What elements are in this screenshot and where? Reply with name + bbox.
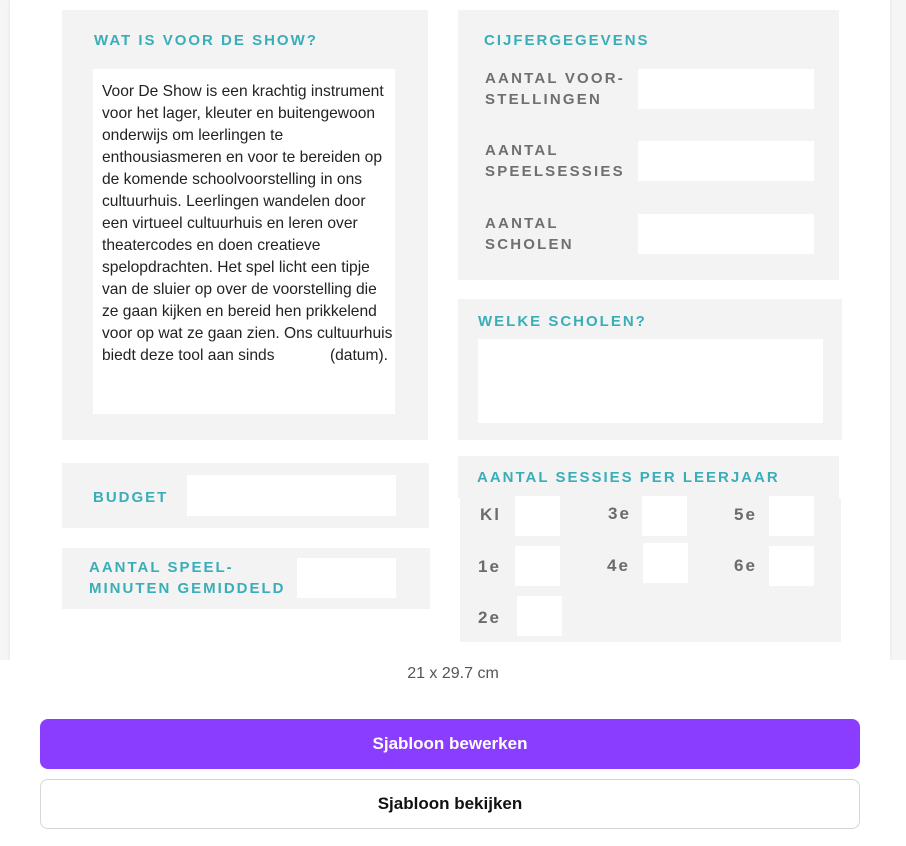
view-template-button[interactable]: Sjabloon bekijken: [40, 779, 860, 829]
grade-label-kl: Kl: [480, 505, 501, 524]
grade-label-1e: 1e: [478, 557, 501, 576]
figure-label-schools: [485, 213, 574, 255]
minutes-input[interactable]: [297, 558, 396, 598]
intro-text: [102, 81, 394, 367]
grade-label-5e: 5e: [734, 505, 757, 524]
sessions-heading: AANTAL SESSIES PER LEERJAAR: [477, 469, 780, 486]
figure-label-performances: [485, 68, 625, 110]
sessions-input[interactable]: [638, 141, 814, 181]
budget-label: BUDGET: [93, 489, 169, 506]
schools-input[interactable]: [478, 339, 823, 423]
grade-label-3e: 3e: [608, 504, 631, 523]
figure-label-line1: AANTAL: [485, 215, 559, 232]
grade-label-2e: 2e: [478, 608, 501, 627]
figure-label-line1: AANTAL VOOR-: [485, 70, 626, 87]
figure-label-line2: SPEELSESSIES: [485, 163, 625, 180]
grade-input-5e[interactable]: [769, 496, 814, 536]
page-size-text: 21 x 29.7 cm: [407, 665, 499, 682]
grade-input-6e[interactable]: [769, 546, 814, 586]
figures-heading: CIJFERGEGEVENS: [484, 32, 650, 49]
figure-label-sessions: [485, 140, 625, 182]
grade-label-4e: 4e: [607, 556, 630, 575]
figure-label-line2: SCHOLEN: [485, 236, 574, 253]
grade-input-kl[interactable]: [515, 496, 560, 536]
grade-input-2e[interactable]: [517, 596, 562, 636]
grade-input-4e[interactable]: [643, 543, 688, 583]
figure-label-line2: STELLINGEN: [485, 91, 603, 108]
grade-input-3e[interactable]: [642, 496, 687, 536]
minutes-label: [89, 557, 286, 599]
intro-body: Voor De Show is een krachtig instrument voor het lager, kleuter en buitengewoon onderwijs om leerlingen te enthousiasmeren en voor te bereiden op de komende schoolvoorstelling in ons cultuurhuis. Leerlingen wandelen door een virtueel cultuurhuis en leren over theatercodes en doen creatieve spelopdrachten. Het spel licht een tipje van de sluier op over de voorstelling die ze gaan kijken en bereid hen prikkelend voor op wat ze gaan zien. Ons cultuurhuis biedt deze tool aan sinds: [102, 83, 393, 364]
budget-input[interactable]: [187, 475, 396, 516]
intro-heading: WAT IS VOOR DE SHOW?: [94, 32, 318, 49]
intro-date-suffix: (datum).: [329, 347, 388, 364]
edit-template-button[interactable]: Sjabloon bewerken: [40, 719, 860, 769]
schools-count-input[interactable]: [638, 214, 814, 254]
figure-label-line1: AANTAL: [485, 142, 559, 159]
schools-heading: WELKE SCHOLEN?: [478, 313, 647, 330]
performances-input[interactable]: [638, 69, 814, 109]
grade-label-6e: 6e: [734, 556, 757, 575]
minutes-label-line2: MINUTEN GEMIDDELD: [89, 580, 286, 597]
grade-input-1e[interactable]: [515, 546, 560, 586]
minutes-label-line1: AANTAL SPEEL-: [89, 559, 234, 576]
